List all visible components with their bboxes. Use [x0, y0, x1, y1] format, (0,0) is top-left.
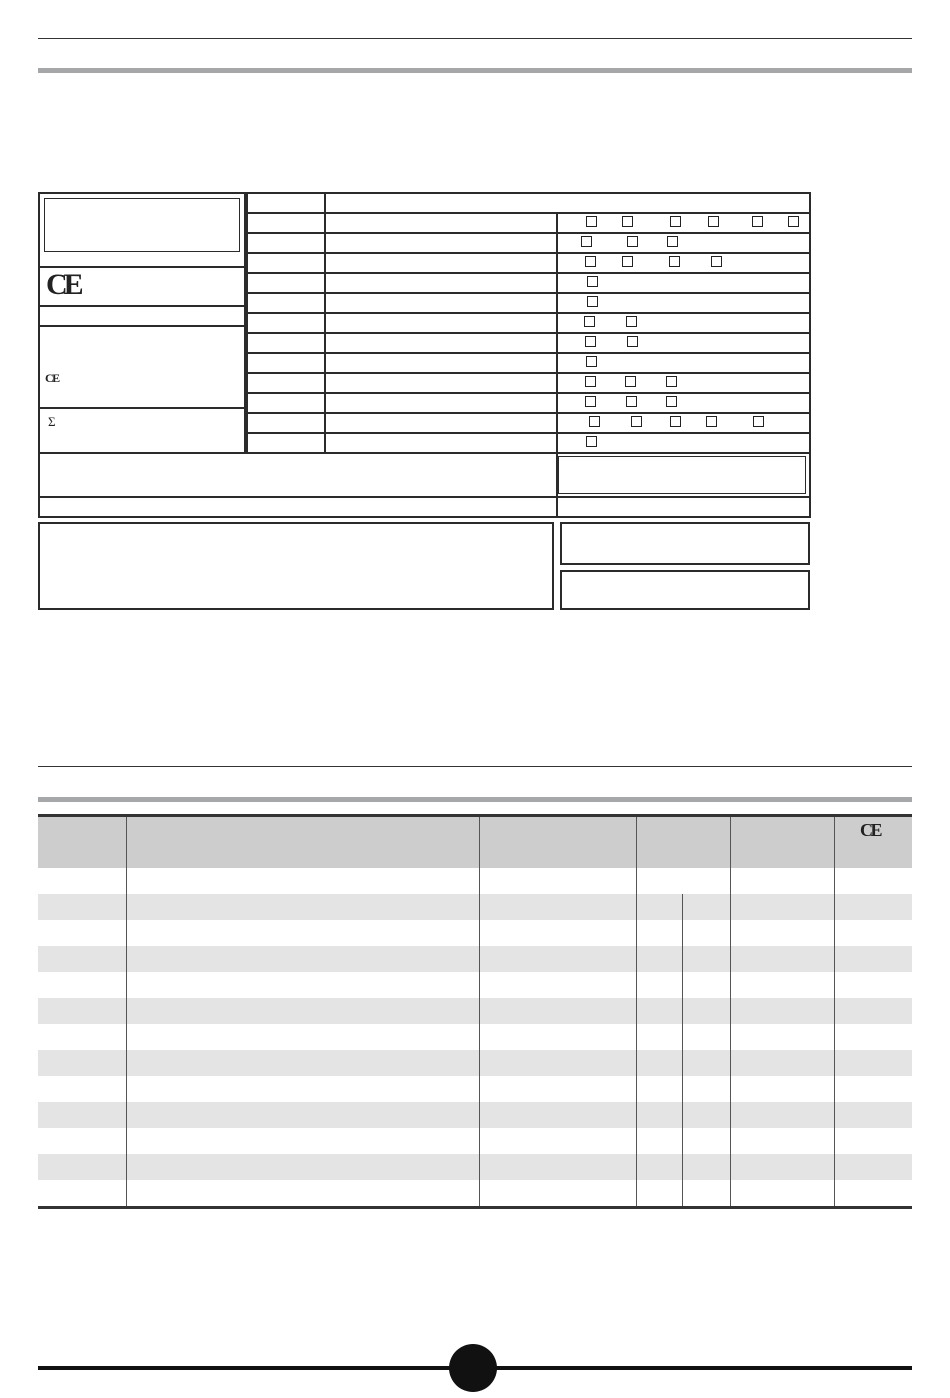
plate-checkbox[interactable] — [585, 336, 596, 347]
plate-row-line — [246, 312, 811, 314]
header-rule — [38, 38, 912, 39]
plate-checkbox[interactable] — [670, 216, 681, 227]
column-divider — [834, 817, 835, 1207]
table-row — [38, 946, 912, 972]
data-table — [38, 814, 912, 1209]
plate-checkbox[interactable] — [586, 216, 597, 227]
separator — [40, 305, 244, 307]
plate-left-panel — [40, 194, 246, 452]
plate-bottom-line — [40, 496, 811, 498]
table-row — [38, 1180, 912, 1206]
plate-checkbox[interactable] — [589, 416, 600, 427]
plate-checkbox[interactable] — [586, 356, 597, 367]
section-bar — [38, 68, 912, 73]
ce-mark-small-icon: CE — [45, 371, 59, 385]
plate-row-line — [246, 292, 811, 294]
plate-checkbox[interactable] — [626, 396, 637, 407]
serial-number-box — [558, 456, 806, 494]
plate-row-line — [246, 392, 811, 394]
plate-checkbox[interactable] — [708, 216, 719, 227]
plate-checkbox[interactable] — [627, 236, 638, 247]
plate-checkbox[interactable] — [667, 236, 678, 247]
table-row — [38, 920, 912, 946]
ce-mark-icon: CE — [46, 268, 80, 301]
separator — [40, 407, 244, 409]
plate-checkbox[interactable] — [752, 216, 763, 227]
plate-row-line — [246, 352, 811, 354]
plate-checkbox[interactable] — [622, 216, 633, 227]
plate-checkbox[interactable] — [587, 276, 598, 287]
plate-row-line — [246, 372, 811, 374]
stamp-box-bottom — [560, 570, 810, 610]
plate-checkbox[interactable] — [622, 256, 633, 267]
section-bar — [38, 797, 912, 802]
column-divider — [126, 817, 127, 1207]
plate-checkbox[interactable] — [585, 256, 596, 267]
installation-box — [38, 522, 554, 610]
plate-row-line — [246, 412, 811, 414]
column-divider — [636, 817, 637, 1207]
table-row — [38, 1076, 912, 1102]
manufacturer-box — [44, 198, 240, 252]
column-divider — [479, 817, 480, 1207]
table-bottom-rule — [38, 1206, 912, 1209]
plate-row-line — [246, 212, 811, 214]
plate-row-line — [246, 332, 811, 334]
plate-checkbox[interactable] — [581, 236, 592, 247]
plate-checkbox[interactable] — [753, 416, 764, 427]
plate-checkbox[interactable] — [585, 376, 596, 387]
plate-checkbox[interactable] — [670, 416, 681, 427]
plate-checkbox[interactable] — [625, 376, 636, 387]
sigma-icon: Σ — [48, 414, 56, 429]
plate-checkbox[interactable] — [788, 216, 799, 227]
plate-checkbox[interactable] — [585, 396, 596, 407]
separator — [40, 325, 244, 327]
table-row — [38, 1102, 912, 1128]
plate-checkbox[interactable] — [584, 316, 595, 327]
plate-row-line — [246, 432, 811, 434]
table-row — [38, 1050, 912, 1076]
plate-checkbox[interactable] — [666, 396, 677, 407]
plate-row-line — [40, 452, 811, 454]
stamp-box-top — [560, 522, 810, 565]
plate-checkbox[interactable] — [631, 416, 642, 427]
page-number — [449, 1344, 497, 1392]
section-rule — [38, 766, 912, 767]
plate-row-line — [246, 232, 811, 234]
table-row — [38, 1128, 912, 1154]
plate-checkbox[interactable] — [626, 316, 637, 327]
table-row — [38, 998, 912, 1024]
column-divider — [682, 894, 683, 1207]
table-row — [38, 1154, 912, 1180]
plate-checkbox[interactable] — [706, 416, 717, 427]
table-row — [38, 894, 912, 920]
plate-checkbox[interactable] — [586, 436, 597, 447]
plate-checkbox[interactable] — [627, 336, 638, 347]
ce-mark-header-icon: CE — [860, 820, 881, 840]
plate-checkbox[interactable] — [666, 376, 677, 387]
table-header — [38, 817, 912, 868]
table-row — [38, 1024, 912, 1050]
plate-checkbox[interactable] — [711, 256, 722, 267]
column-divider — [730, 817, 731, 1207]
plate-row-line — [246, 272, 811, 274]
table-row — [38, 972, 912, 998]
rating-plate — [38, 192, 811, 518]
plate-row-line — [246, 252, 811, 254]
plate-checkbox[interactable] — [669, 256, 680, 267]
table-row — [38, 868, 912, 894]
plate-checkbox[interactable] — [587, 296, 598, 307]
